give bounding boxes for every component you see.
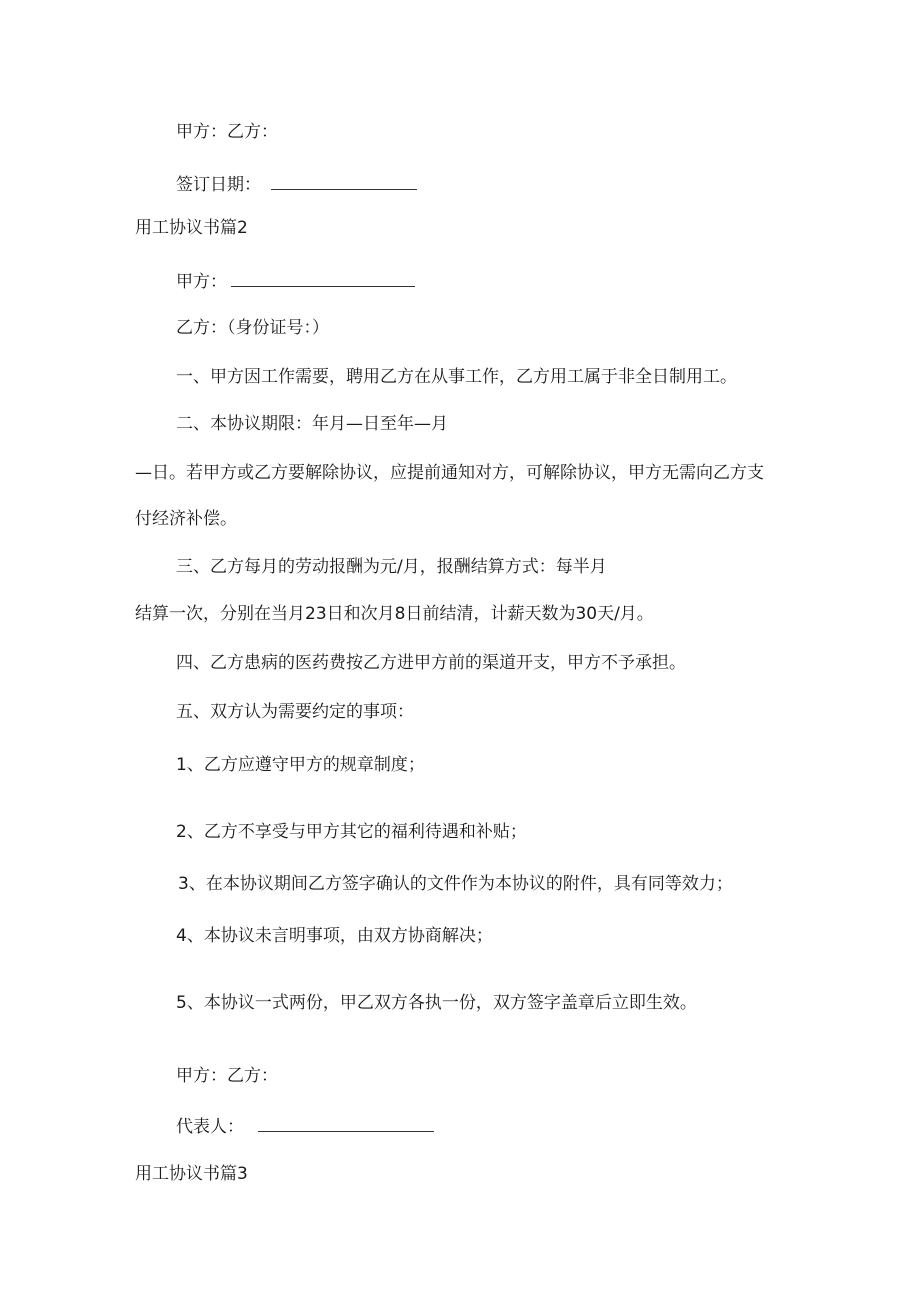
- representative-line: [176, 1113, 434, 1139]
- signing-date-label: 签订日期：: [176, 175, 261, 195]
- list-item-1: 1、乙方应遵守甲方的规章制度；: [176, 755, 425, 775]
- clause-2-line-3: 付经济补偿。: [135, 509, 237, 529]
- representative-label: 代表人：: [176, 1117, 244, 1137]
- clause-5: 五、双方认为需要约定的事项：: [176, 702, 414, 722]
- signing-date-blank: [271, 171, 417, 190]
- signature-parties-line: 甲方：乙方：: [176, 122, 278, 142]
- clause-3-line-2: 结算一次，分别在当月23日和次月8日前结清，计薪天数为30天/月。: [135, 604, 654, 624]
- representative-blank: [258, 1113, 434, 1132]
- party-a-label: 甲方：: [176, 272, 227, 292]
- list-item-2: 2、乙方不享受与甲方其它的福利待遇和补贴；: [176, 822, 527, 842]
- section-heading-2: 用工协议书篇2: [135, 218, 248, 238]
- clause-1: 一、甲方因工作需要，聘用乙方在从事工作，乙方用工属于非全日制用工。: [176, 367, 737, 387]
- signature-parties-line-2: 甲方：乙方：: [176, 1066, 278, 1086]
- list-item-5: 5、本协议一式两份，甲乙双方各执一份，双方签字盖章后立即生效。: [176, 993, 697, 1013]
- clause-2-line-1: 二、本协议期限：年月—日至年—月: [176, 414, 448, 434]
- list-item-4: 4、本协议未言明事项，由双方协商解决；: [176, 926, 493, 946]
- section-heading-3: 用工协议书篇3: [135, 1164, 248, 1184]
- party-a-blank: [231, 268, 415, 287]
- clause-4: 四、乙方患病的医药费按乙方进甲方前的渠道开支，甲方不予承担。: [176, 653, 686, 673]
- list-item-3: 3、在本协议期间乙方签字确认的文件作为本协议的附件，具有同等效力；: [178, 874, 733, 894]
- clause-3-line-1: 三、乙方每月的劳动报酬为元/月，报酬结算方式：每半月: [176, 557, 607, 577]
- clause-2-line-2: —日。若甲方或乙方要解除协议，应提前通知对方，可解除协议，甲方无需向乙方支: [135, 463, 764, 483]
- party-a-line: [176, 268, 415, 294]
- party-b-line: 乙方：（身份证号：）: [176, 318, 329, 338]
- signing-date-line: [176, 171, 417, 197]
